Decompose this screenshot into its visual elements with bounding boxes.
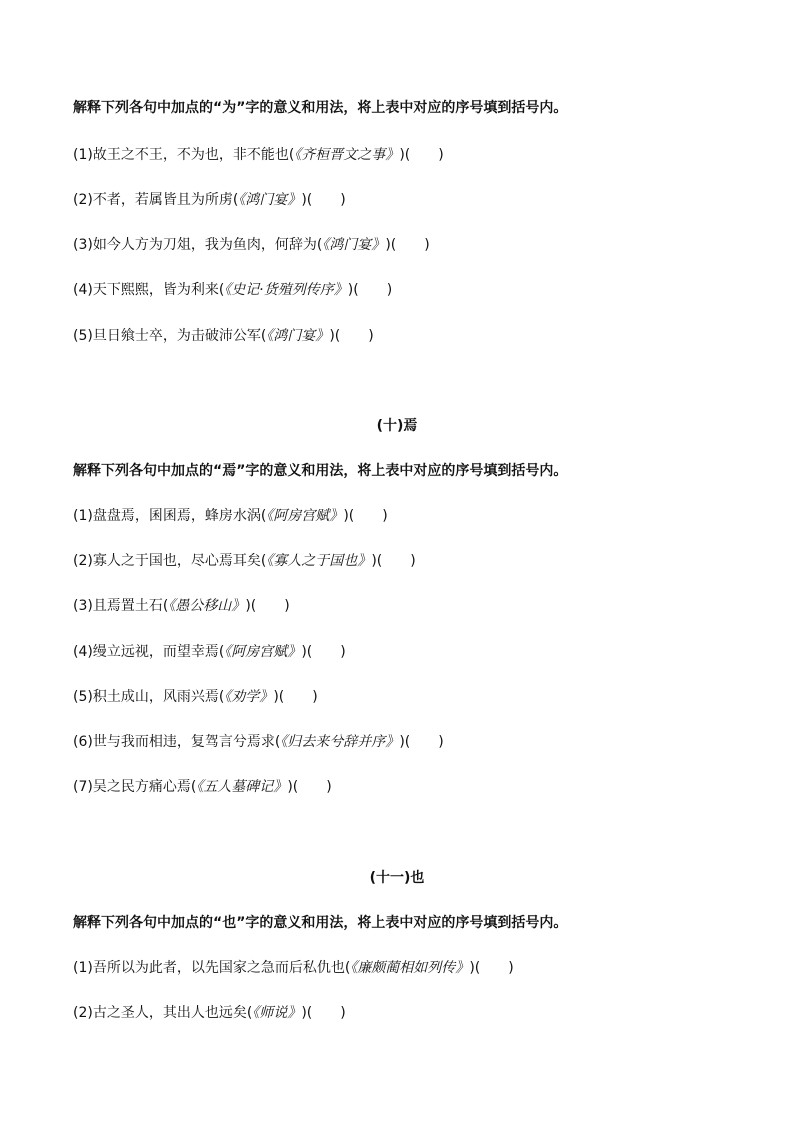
question-text: 如今人方为刀俎，我为鱼肉，何辞为: [92, 237, 317, 253]
source-title: 《史记·货殖列传序》: [224, 282, 348, 298]
section-title-ye: (十一)也: [369, 870, 425, 886]
question-text: 吴之民方痛心焉: [92, 779, 191, 795]
question-ye-1: (1)吾所以为此者，以先国家之急而后私仇也(《廉颇蔺相如列传》)( ): [73, 960, 514, 976]
instruction-wei: 解释下列各句中加点的“为”字的意义和用法，将上表中对应的序号填到括号内。: [73, 100, 568, 116]
question-wei-4: (4)天下熙熙，皆为利来(《史记·货殖列传序》)( ): [73, 282, 393, 298]
source-title: 《鸿门宴》: [238, 192, 302, 208]
source-title: 《阿房宫赋》: [266, 508, 344, 524]
question-wei-2: (2)不者，若属皆且为所虏(《鸿门宴》)( ): [73, 192, 346, 208]
source-title: 《寡人之于国也》: [266, 553, 372, 569]
question-number: (2): [73, 192, 93, 208]
question-number: (1): [73, 147, 93, 163]
section-title-yan: (十)焉: [376, 418, 418, 434]
question-number: (5): [73, 328, 93, 344]
source-title: 《劝学》: [224, 689, 274, 705]
question-wei-1: (1)故王之不王，不为也，非不能也(《齐桓晋文之事》)( ): [73, 147, 444, 163]
answer-blank[interactable]: )( ): [469, 960, 514, 976]
question-text: 不者，若属皆且为所虏: [92, 192, 233, 208]
question-text: 寡人之于国也，尽心焉耳矣: [92, 553, 261, 569]
question-number: (1): [73, 508, 93, 524]
answer-blank[interactable]: )( ): [385, 237, 430, 253]
question-yan-7: (7)吴之民方痛心焉(《五人墓碑记》)( ): [73, 779, 332, 795]
question-yan-2: (2)寡人之于国也，尽心焉耳矣(《寡人之于国也》)( ): [73, 553, 416, 569]
question-number: (3): [73, 237, 93, 253]
answer-blank[interactable]: )( ): [399, 734, 444, 750]
question-yan-1: (1)盘盘焉，囷囷焉，蜂房水涡(《阿房宫赋》)( ): [73, 508, 388, 524]
question-text: 故王之不王，不为也，非不能也: [92, 147, 289, 163]
source-title: 《阿房宫赋》: [224, 644, 302, 660]
question-number: (7): [73, 779, 93, 795]
source-title: 《廉颇蔺相如列传》: [350, 960, 470, 976]
source-title: 《齐桓晋文之事》: [294, 147, 400, 163]
question-yan-3: (3)且焉置土石(《愚公移山》)( ): [73, 598, 290, 614]
question-number: (1): [73, 960, 93, 976]
question-number: (4): [73, 282, 93, 298]
question-text: 天下熙熙，皆为利来: [92, 282, 219, 298]
question-number: (6): [73, 734, 93, 750]
question-ye-2: (2)古之圣人，其出人也远矣(《师说》)( ): [73, 1005, 346, 1021]
source-title: 《愚公移山》: [168, 598, 246, 614]
source-title: 《归去来兮辞并序》: [280, 734, 400, 750]
question-text: 且焉置土石: [92, 598, 163, 614]
question-text: 缦立远视，而望幸焉: [92, 644, 219, 660]
answer-blank[interactable]: )( ): [287, 779, 332, 795]
answer-blank[interactable]: )( ): [245, 598, 290, 614]
source-title: 《鸿门宴》: [322, 237, 386, 253]
answer-blank[interactable]: )( ): [329, 328, 374, 344]
answer-blank[interactable]: )( ): [371, 553, 416, 569]
source-title: 《鸿门宴》: [266, 328, 330, 344]
question-number: (4): [73, 644, 93, 660]
question-number: (2): [73, 1005, 93, 1021]
answer-blank[interactable]: )( ): [273, 689, 318, 705]
question-yan-4: (4)缦立远视，而望幸焉(《阿房宫赋》)( ): [73, 644, 346, 660]
answer-blank[interactable]: )( ): [301, 192, 346, 208]
question-number: (3): [73, 598, 93, 614]
instruction-yan: 解释下列各句中加点的“焉”字的意义和用法，将上表中对应的序号填到括号内。: [73, 463, 568, 479]
question-text: 古之圣人，其出人也远矣: [92, 1005, 247, 1021]
question-wei-3: (3)如今人方为刀俎，我为鱼肉，何辞为(《鸿门宴》)( ): [73, 237, 430, 253]
source-title: 《师说》: [252, 1005, 302, 1021]
question-yan-5: (5)积土成山，风雨兴焉(《劝学》)( ): [73, 689, 318, 705]
question-number: (2): [73, 553, 93, 569]
question-text: 旦日飨士卒，为击破沛公军: [92, 328, 261, 344]
answer-blank[interactable]: )( ): [301, 644, 346, 660]
question-text: 盘盘焉，囷囷焉，蜂房水涡: [92, 508, 261, 524]
answer-blank[interactable]: )( ): [301, 1005, 346, 1021]
answer-blank[interactable]: )( ): [399, 147, 444, 163]
question-number: (5): [73, 689, 93, 705]
question-wei-5: (5)旦日飨士卒，为击破沛公军(《鸿门宴》)( ): [73, 328, 374, 344]
source-title: 《五人墓碑记》: [196, 779, 288, 795]
instruction-ye: 解释下列各句中加点的“也”字的意义和用法，将上表中对应的序号填到括号内。: [73, 915, 568, 931]
answer-blank[interactable]: )( ): [347, 282, 393, 298]
question-text: 世与我而相违，复驾言兮焉求: [92, 734, 275, 750]
answer-blank[interactable]: )( ): [343, 508, 388, 524]
question-text: 积土成山，风雨兴焉: [92, 689, 219, 705]
question-yan-6: (6)世与我而相违，复驾言兮焉求(《归去来兮辞并序》)( ): [73, 734, 444, 750]
question-text: 吾所以为此者，以先国家之急而后私仇也: [92, 960, 345, 976]
